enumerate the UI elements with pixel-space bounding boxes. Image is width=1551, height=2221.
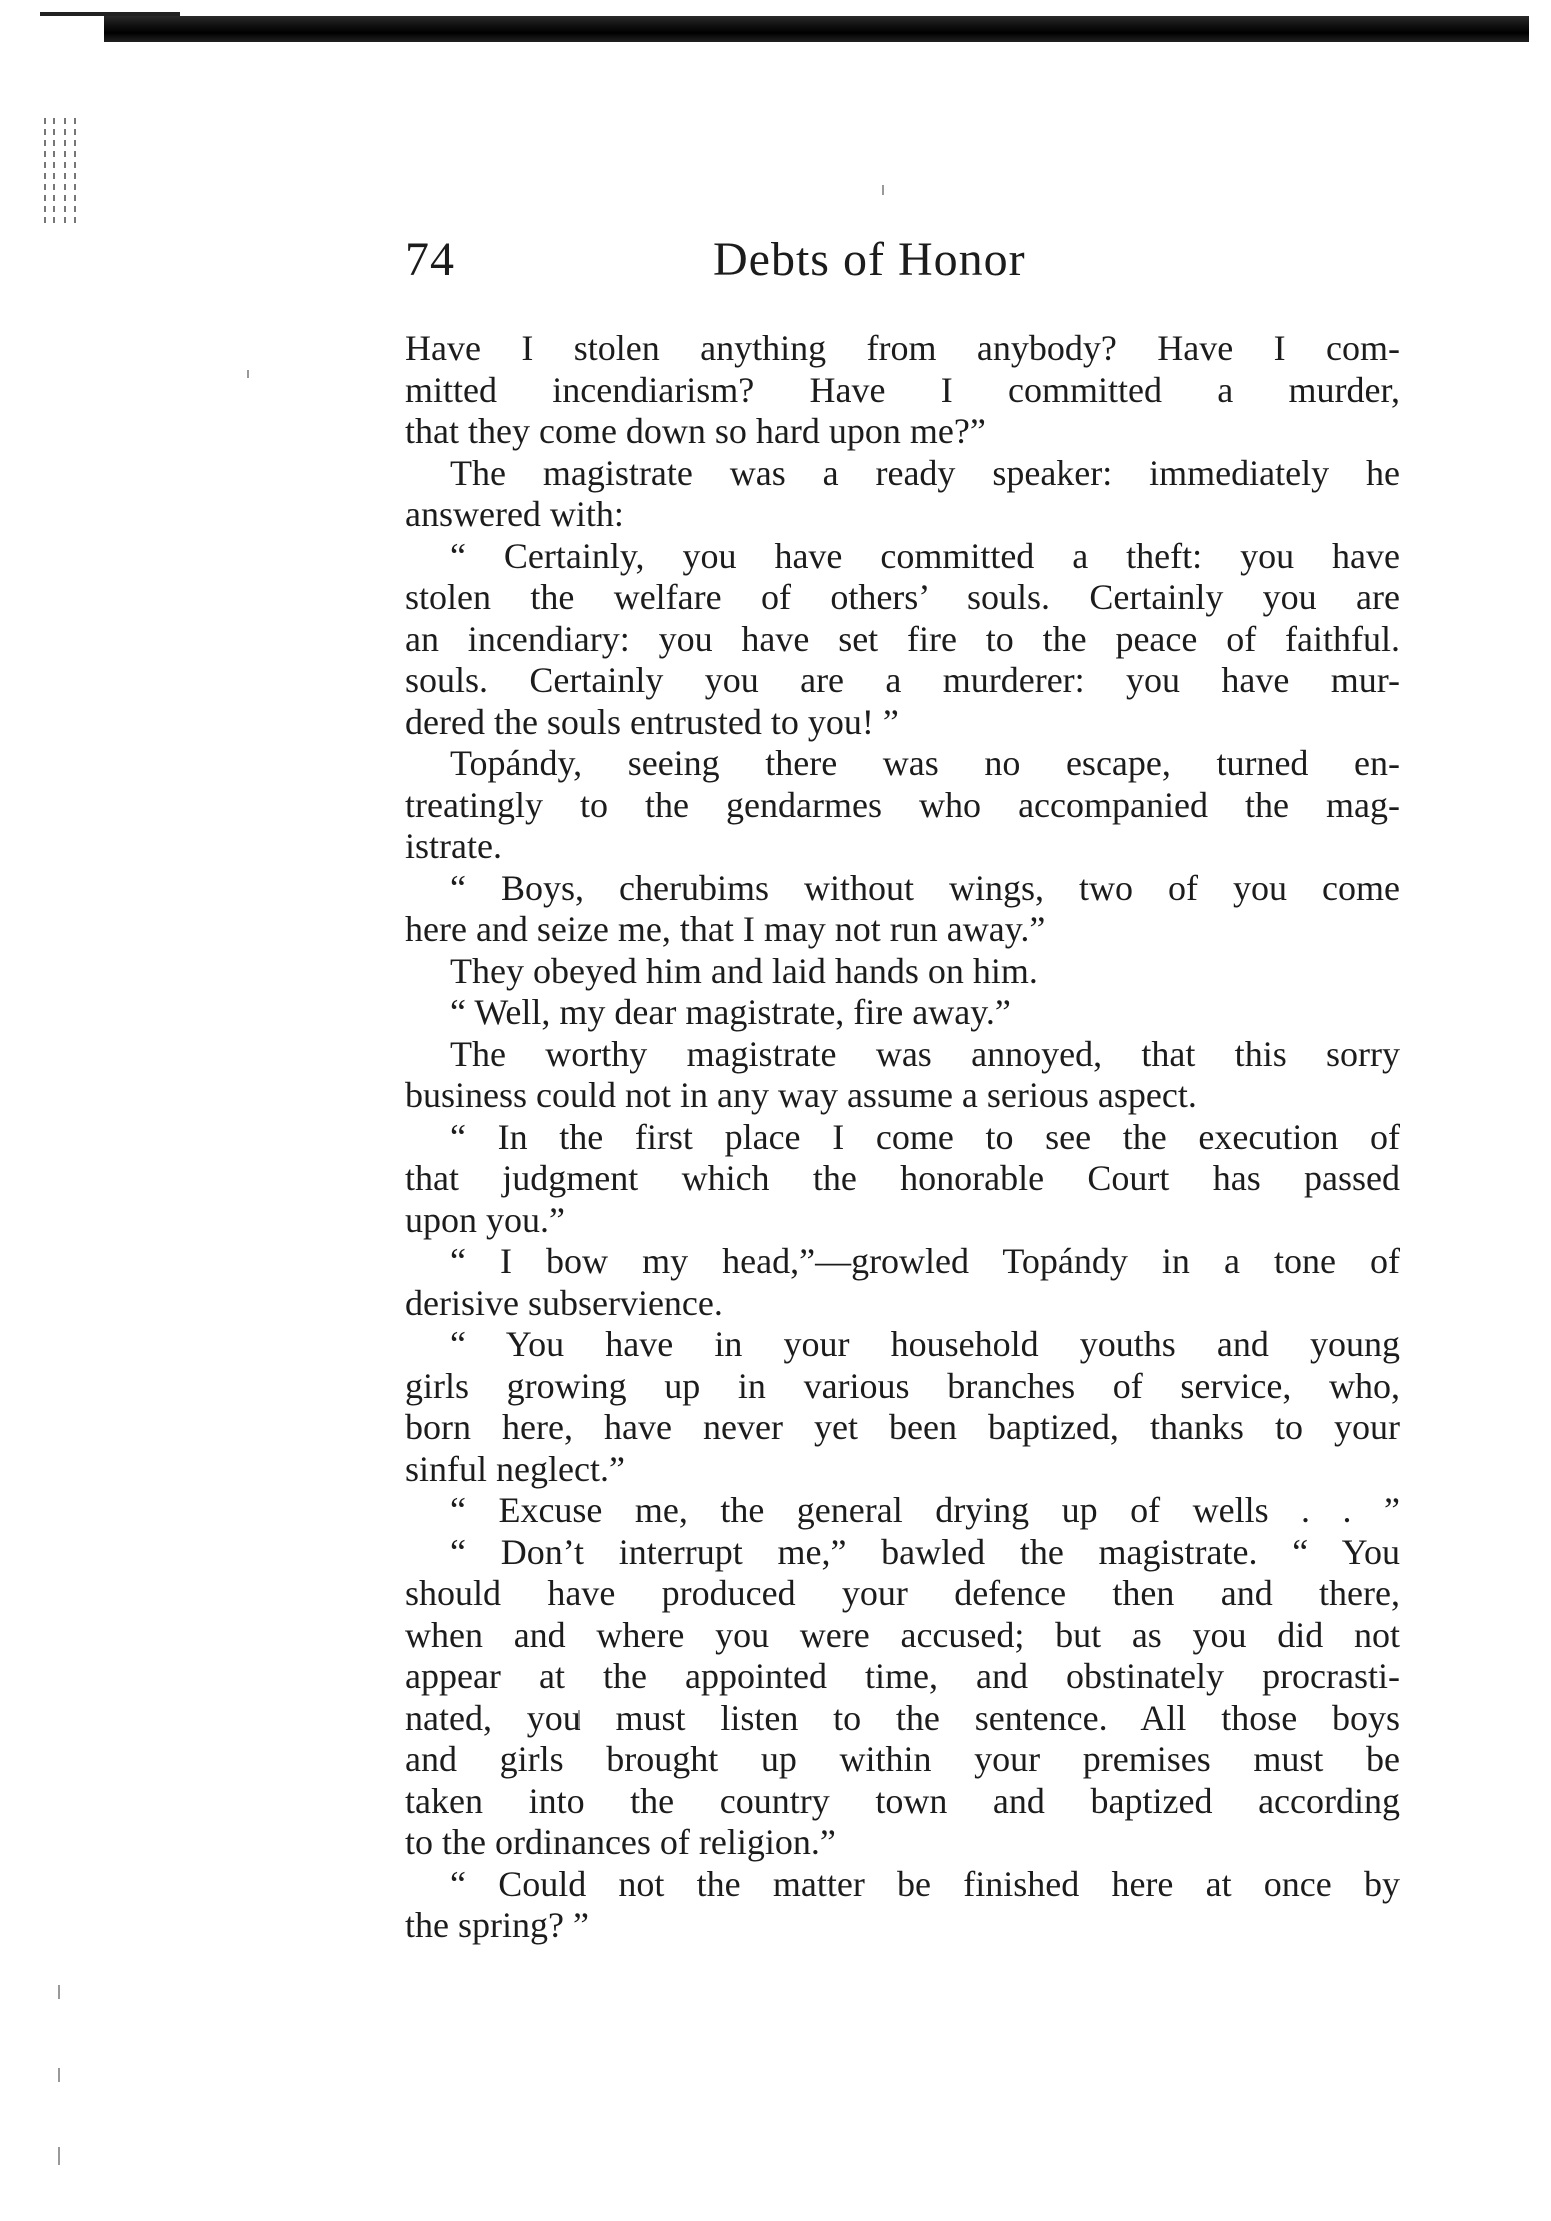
text-line: The worthy magistrate was annoyed, that this sorry: [450, 1033, 1400, 1074]
text-line: derisive subservience.: [405, 1282, 723, 1323]
text-line: “ Could not the matter be finished here at once by: [450, 1863, 1400, 1904]
margin-speck: [58, 2147, 60, 2165]
text-line: born here, have never yet been baptized, thanks to your: [405, 1407, 1400, 1447]
text-line: mitted incendiarism? Have I committed a murder,: [405, 369, 1400, 410]
page-header: [405, 232, 1405, 292]
text-line: “ Don’t interrupt me,” bawled the magistrate. “ You: [450, 1531, 1400, 1572]
text-line: “ In the first place I come to see the execution of: [450, 1116, 1400, 1157]
text-line: that judgment which the honorable Court has passed: [405, 1158, 1400, 1198]
text-line: They obeyed him and laid hands on him.: [450, 950, 1038, 991]
text-line: Topándy, seeing there was no escape, turned en-: [450, 743, 1400, 783]
text-line: “ You have in your household youths and young: [450, 1324, 1400, 1364]
text-line: the spring? ”: [405, 1905, 589, 1945]
text-line: Have I stolen anything from anybody? Have I com-: [405, 328, 1400, 368]
body-text: [405, 328, 1400, 1947]
text-line: that they come down so hard upon me?”: [405, 411, 986, 451]
text-line: The magistrate was a ready speaker: immediately he: [450, 452, 1400, 493]
text-line: taken into the country town and baptized according: [405, 1780, 1400, 1821]
text-line: and girls brought up within your premises must be: [405, 1739, 1400, 1779]
text-line: business could not in any way assume a serious aspect.: [405, 1075, 1197, 1115]
text-line: treatingly to the gendarmes who accompanied the mag-: [405, 784, 1400, 825]
text-line: sinful neglect.”: [405, 1448, 625, 1489]
text-line: upon you.”: [405, 1199, 565, 1240]
text-line: stolen the welfare of others’ souls. Certainly you are: [405, 577, 1400, 617]
text-line: “ Certainly, you have committed a theft: you have: [450, 535, 1400, 576]
text-line: souls. Certainly you are a murderer: you have mur-: [405, 660, 1400, 700]
text-line: “ Boys, cherubims without wings, two of you come: [450, 867, 1400, 908]
running-title: Debts of Honor: [713, 233, 1026, 286]
margin-speck: [58, 2068, 60, 2082]
text-line: an incendiary: you have set fire to the peace of faithful.: [405, 618, 1400, 659]
text-line: nated, you must listen to the sentence. All those boys: [405, 1697, 1400, 1738]
page-number: 74: [405, 233, 455, 286]
top-rule: [104, 16, 1529, 42]
margin-marks: [44, 118, 94, 228]
text-line: should have produced your defence then and there,: [405, 1573, 1400, 1613]
text-line: appear at the appointed time, and obstinately procrasti-: [405, 1656, 1400, 1696]
text-line: here and seize me, that I may not run away.”: [405, 909, 1046, 949]
margin-speck: [247, 370, 249, 378]
text-line: istrate.: [405, 826, 502, 866]
text-line: “ Excuse me, the general drying up of wells . . ”: [450, 1490, 1400, 1530]
text-line: to the ordinances of religion.”: [405, 1822, 836, 1862]
text-line: girls growing up in various branches of service, who,: [405, 1365, 1400, 1406]
margin-speck: [882, 185, 884, 195]
text-line: when and where you were accused; but as you did not: [405, 1614, 1400, 1655]
text-line: “ I bow my head,”—growled Topándy in a tone of: [450, 1241, 1400, 1281]
text-line: dered the souls entrusted to you! ”: [405, 701, 899, 742]
margin-speck: [58, 1985, 60, 1999]
text-line: answered with:: [405, 494, 624, 534]
text-line: “ Well, my dear magistrate, fire away.”: [450, 992, 1011, 1032]
